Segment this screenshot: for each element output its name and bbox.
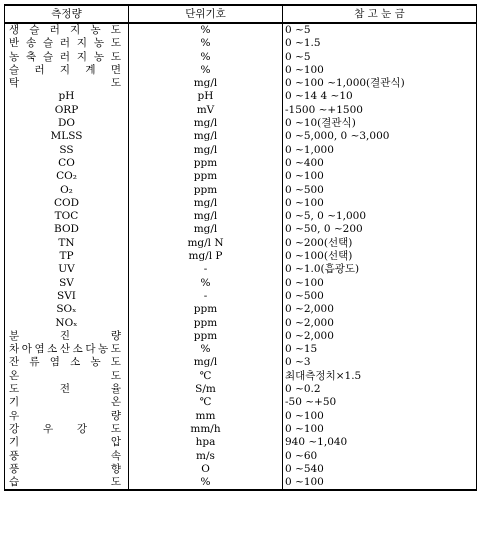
reference-scale: 0 ~5 (283, 51, 477, 64)
unit-symbol: mg/l N (129, 237, 283, 250)
reference-scale: 0 ~2,000 (283, 303, 477, 316)
table-row (5, 237, 477, 250)
unit-symbol: % (129, 343, 283, 356)
measurement-item-label: DO (57, 117, 76, 130)
reference-scale: 940 ~1,040 (283, 436, 477, 449)
reference-scale: 0 ~100(선택) (283, 250, 477, 263)
table-row (5, 436, 477, 449)
reference-scale: 0 ~100 (283, 423, 477, 436)
reference-scale: 0 ~500 (283, 290, 477, 303)
reference-scale: 0 ~5, 0 ~1,000 (283, 210, 477, 223)
unit-symbol: O (129, 463, 283, 476)
measurement-item-label: 도 전 율 (9, 383, 121, 396)
measurement-item-label: 차 아 염 소 산 소 다 농 도 (9, 343, 121, 356)
table-row (5, 463, 477, 476)
measurement-item (5, 476, 129, 490)
measurement-item-label: TOC (54, 210, 79, 223)
table-row (5, 370, 477, 383)
measurement-item-label: TN (58, 236, 75, 249)
reference-scale: 0 ~100 (283, 277, 477, 290)
table-row (5, 23, 477, 37)
table-row (5, 170, 477, 183)
measurement-item (5, 210, 129, 223)
unit-symbol: % (129, 277, 283, 290)
measurement-item (5, 450, 129, 463)
table-row (5, 410, 477, 423)
reference-scale: 0 ~200(선택) (283, 237, 477, 250)
measurement-item-label: CO (58, 156, 75, 169)
measurement-item (5, 117, 129, 130)
measurement-item (5, 303, 129, 316)
measurement-item-label: SV (59, 276, 74, 289)
measurement-item-label: 강 우 강 도 (9, 422, 121, 435)
unit-symbol: mm/h (129, 423, 283, 436)
unit-symbol: % (129, 37, 283, 50)
measurement-item (5, 23, 129, 37)
measurement-item (5, 64, 129, 77)
table-row (5, 104, 477, 117)
unit-symbol: % (129, 23, 283, 37)
reference-scale: 0 ~0.2 (283, 383, 477, 396)
measurement-item (5, 250, 129, 263)
reference-scale: 0 ~2,000 (283, 317, 477, 330)
measurement-item-label: UV (58, 263, 75, 276)
header-item: 측정량 (5, 5, 129, 23)
table-row (5, 157, 477, 170)
reference-scale: 0 ~1,000 (283, 144, 477, 157)
measurement-item (5, 104, 129, 117)
unit-symbol: mg/l (129, 130, 283, 143)
measurement-item-label: 반 송 슬 러 지 농 도 (9, 37, 121, 50)
reference-scale: 0 ~500 (283, 184, 477, 197)
unit-symbol: ℃ (129, 396, 283, 409)
reference-scale: 0 ~3 (283, 356, 477, 369)
measurement-item (5, 290, 129, 303)
table-row (5, 210, 477, 223)
reference-scale: 0 ~100 ~1,000(결관식) (283, 77, 477, 90)
header-unit: 단위기호 (129, 5, 283, 23)
unit-symbol: m/s (129, 450, 283, 463)
table-body (5, 23, 477, 490)
table-header-row (5, 5, 477, 23)
unit-symbol: mg/l (129, 210, 283, 223)
table-row (5, 450, 477, 463)
unit-symbol: mg/l (129, 117, 283, 130)
table-row (5, 263, 477, 276)
unit-symbol: - (129, 263, 283, 276)
table-row (5, 423, 477, 436)
reference-scale: 최대측정치×1.5 (283, 370, 477, 383)
header-reference-scale: 참 고 눈 금 (283, 5, 477, 23)
table-row (5, 250, 477, 263)
table-row (5, 64, 477, 77)
measurement-item (5, 330, 129, 343)
measurement-item-label: 농 축 슬 러 지 농 도 (9, 50, 121, 63)
reference-scale: 0 ~15 (283, 343, 477, 356)
unit-symbol: mg/l (129, 144, 283, 157)
measurement-item (5, 184, 129, 197)
measurement-item (5, 410, 129, 423)
measurement-item (5, 157, 129, 170)
table-row (5, 51, 477, 64)
measurement-item-label: SVI (57, 289, 76, 302)
unit-symbol: S/m (129, 383, 283, 396)
reference-scale: 0 ~50, 0 ~200 (283, 223, 477, 236)
measurement-item-label: BOD (54, 223, 79, 236)
measurement-item (5, 77, 129, 90)
unit-symbol: ppm (129, 317, 283, 330)
table-row (5, 197, 477, 210)
measurement-item-label: NOₓ (55, 316, 78, 329)
table-row (5, 130, 477, 143)
measurement-item-label: TP (59, 250, 74, 263)
measurement-item (5, 263, 129, 276)
reference-scale: 0 ~100 (283, 410, 477, 423)
measurement-item-label: 우 량 (9, 409, 121, 422)
measurement-item (5, 144, 129, 157)
measurement-item (5, 37, 129, 50)
unit-symbol: - (129, 290, 283, 303)
unit-symbol: % (129, 64, 283, 77)
measurement-item (5, 277, 129, 290)
measurement-item-label: CO₂ (56, 170, 77, 183)
table-row (5, 277, 477, 290)
table-row (5, 476, 477, 490)
table-row (5, 330, 477, 343)
unit-symbol: mm (129, 410, 283, 423)
reference-scale: 0 ~100 (283, 476, 477, 490)
measurement-item (5, 383, 129, 396)
measurement-item-label: 기 온 (9, 396, 121, 409)
reference-scale: 0 ~540 (283, 463, 477, 476)
reference-scale: 0 ~1.0(흡광도) (283, 263, 477, 276)
measurement-item (5, 90, 129, 103)
measurement-item (5, 370, 129, 383)
reference-scale: 0 ~1.5 (283, 37, 477, 50)
reference-scale: -1500 ~+1500 (283, 104, 477, 117)
unit-symbol: ppm (129, 303, 283, 316)
unit-symbol: mg/l (129, 197, 283, 210)
measurement-item-label: SOₓ (56, 303, 77, 316)
measurement-item-label: 생 슬 러 지 농 도 (9, 24, 121, 36)
reference-scale: 0 ~14 4 ~10 (283, 90, 477, 103)
unit-symbol: % (129, 476, 283, 490)
unit-symbol: ℃ (129, 370, 283, 383)
measurement-item-label: 습 도 (9, 476, 121, 489)
measurement-item (5, 317, 129, 330)
table-row (5, 90, 477, 103)
table-row (5, 343, 477, 356)
unit-symbol: mg/l P (129, 250, 283, 263)
table-row (5, 317, 477, 330)
measurement-item (5, 396, 129, 409)
reference-scale: 0 ~10(결관식) (283, 117, 477, 130)
reference-scale: 0 ~5 (283, 23, 477, 37)
measurement-item-label: 온 도 (9, 369, 121, 382)
table-row (5, 356, 477, 369)
measurement-item (5, 130, 129, 143)
unit-symbol: mV (129, 104, 283, 117)
reference-scale: -50 ~+50 (283, 396, 477, 409)
measurement-item-label: pH (58, 90, 75, 103)
measurement-item-label: COD (53, 196, 80, 209)
reference-scale: 0 ~60 (283, 450, 477, 463)
measurement-item-label: 풍 속 (9, 449, 121, 462)
measurement-item (5, 197, 129, 210)
table-row (5, 383, 477, 396)
table-row (5, 223, 477, 236)
measurement-item (5, 463, 129, 476)
measurement-item-label: 기 압 (9, 436, 121, 449)
measurement-item (5, 51, 129, 64)
unit-symbol: pH (129, 90, 283, 103)
unit-symbol: mg/l (129, 223, 283, 236)
measurement-item-label: O₂ (60, 183, 73, 196)
measurement-item (5, 423, 129, 436)
measurement-item-label: SS (59, 143, 74, 156)
table-row (5, 396, 477, 409)
unit-symbol: % (129, 51, 283, 64)
measurement-item-label: ORP (54, 103, 79, 116)
table-row (5, 37, 477, 50)
table-row (5, 117, 477, 130)
unit-symbol: ppm (129, 170, 283, 183)
unit-symbol: hpa (129, 436, 283, 449)
measurement-item (5, 223, 129, 236)
table-row (5, 77, 477, 90)
measurement-item (5, 237, 129, 250)
measurement-item (5, 356, 129, 369)
measurement-item-label: 잔 류 염 소 농 도 (9, 356, 121, 369)
reference-scale: 0 ~2,000 (283, 330, 477, 343)
reference-scale: 0 ~400 (283, 157, 477, 170)
reference-scale: 0 ~100 (283, 170, 477, 183)
unit-symbol: mg/l (129, 77, 283, 90)
reference-scale: 0 ~100 (283, 64, 477, 77)
unit-symbol: ppm (129, 330, 283, 343)
measurement-item-label: MLSS (50, 130, 83, 143)
measurement-item-label: 탁 도 (9, 77, 121, 90)
reference-scale: 0 ~5,000, 0 ~3,000 (283, 130, 477, 143)
measurement-scale-table (4, 4, 477, 491)
reference-scale: 0 ~100 (283, 197, 477, 210)
table-row (5, 303, 477, 316)
measurement-item-label: 슬 러 지 계 면 (9, 63, 121, 76)
table-row (5, 184, 477, 197)
unit-symbol: mg/l (129, 356, 283, 369)
measurement-item (5, 436, 129, 449)
measurement-item-label: 분 진 량 (9, 329, 121, 342)
measurement-item-label: 풍 향 (9, 462, 121, 475)
measurement-item (5, 170, 129, 183)
unit-symbol: ppm (129, 184, 283, 197)
measurement-item (5, 343, 129, 356)
table-row (5, 144, 477, 157)
table-row (5, 290, 477, 303)
unit-symbol: ppm (129, 157, 283, 170)
